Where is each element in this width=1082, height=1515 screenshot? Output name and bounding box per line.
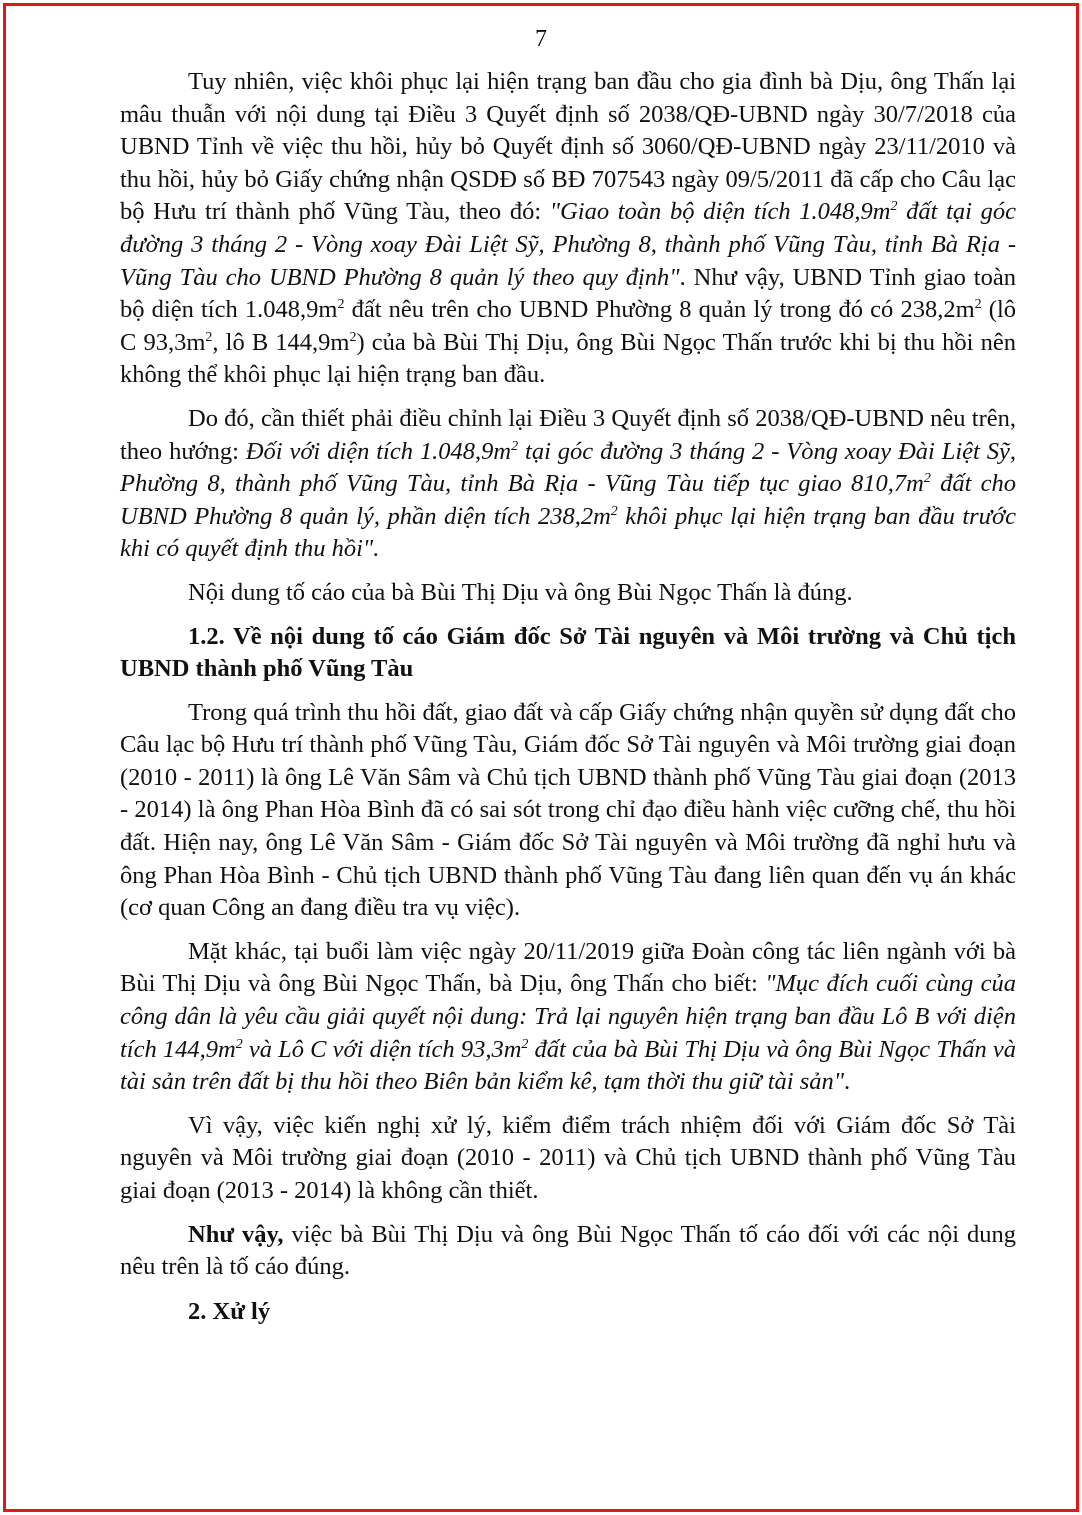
paragraph-final-conclusion: Như vậy, việc bà Bùi Thị Dịu và ông Bùi Ngọc Thấn tố cáo đối với các nội dung nêu trên là tố cáo đúng. — [120, 1220, 1017, 1281]
section-heading-1-2: 1.2. Về nội dung tố cáo Giám đốc Sở Tài nguyên và Môi trường và Chủ tịch UBND thành phố Vũng Tàu — [120, 622, 1016, 683]
paragraph-restoration-conflict: Tuy nhiên, việc khôi phục lại hiện trạng ban đầu cho gia đình bà Dịu, ông Thấn lại mâu thuẫn với nội dung tại Điều 3 Quyết định số 2038/QĐ-UBND ngày 30/7/2018 của UBND Tỉnh về việc thu hồi, hủy bỏ Quyết định số 3060/QĐ-UBND ngày 23/11/2010 và thu hồi, hủy bỏ Giấy chứng nhận QSDĐ số BĐ 707543 ngày 09/5/2011 đã cấp cho Câu lạc bộ Hưu trí thành phố Vũng Tàu, theo đó: "Giao toàn bộ diện tích $1.048,9m^2$ đất tại góc đường 3 tháng 2 - Vòng xoay Đài Liệt Sỹ, Phường 8, thành phố Vũng Tàu, tỉnh Bà Rịa - Vũng Tàu cho UBND Phường 8 quản lý theo quy định". Như vậy, UBND Tỉnh giao toàn bộ diện tích $1.048,9m^2$ đất nêu trên cho UBND Phường 8 quản lý trong đó có $238,2m^2$ (lô C $93,3m^2$, lô B $144,9m^2$) của bà Bùi Thị Dịu, ông Bùi Ngọc Thấn trước khi bị thu hồi nên không thể khôi phục lại hiện trạng ban đầu. — [120, 68, 1017, 389]
paragraph-meeting-statement: Mặt khác, tại buổi làm việc ngày 20/11/2019 giữa Đoàn công tác liên ngành với bà Bùi Thị Dịu và ông Bùi Ngọc Thấn, bà Dịu, ông Thấn cho biết: "Mục đích cuối cùng của công dân là yêu cầu giải quyết nội dung: Trả lại nguyên hiện trạng ban đầu Lô B với diện tích $144,9m^2$ và Lô C với diện tích $93,3m^2$ đất của bà Bùi Thị Dịu và ông Bùi Ngọc Thấn và tài sản trên đất bị thu hồi theo Biên bản kiểm kê, tạm thời thu giữ tài sản". — [120, 937, 1017, 1096]
page-number: 7 — [535, 26, 547, 52]
paragraph-adjustment-direction: Do đó, cần thiết phải điều chỉnh lại Điều 3 Quyết định số 2038/QĐ-UBND nêu trên, theo hướng: Đối với diện tích $1.048,9m^2$ tại góc đường 3 tháng 2 - Vòng xoay Đài Liệt Sỹ, Phường 8, thành phố Vũng Tàu, tỉnh Bà Rịa - Vũng Tàu tiếp tục giao $810,7m^2$ đất cho UBND Phường 8 quản lý, phần diện tích $238,2m^2$ khôi phục lại hiện trạng ban đầu trước khi có quyết định thu hồi". — [120, 404, 1017, 563]
paragraph-not-necessary: Vì vậy, việc kiến nghị xử lý, kiểm điểm trách nhiệm đối với Giám đốc Sở Tài nguyên và Môi trường giai đoạn (2010 - 2011) và Chủ tịch UBND thành phố Vũng Tàu giai đoạn (2013 - 2014) là không cần thiết. — [120, 1111, 1016, 1204]
paragraph-conclusion-correct: Nội dung tố cáo của bà Bùi Thị Dịu và ông Bùi Ngọc Thấn là đúng. — [188, 578, 853, 606]
document-body — [120, 66, 1016, 1339]
section-heading-2: 2. Xử lý — [188, 1297, 271, 1325]
paragraph-officials-errors: Trong quá trình thu hồi đất, giao đất và cấp Giấy chứng nhận quyền sử dụng đất cho Câu lạc bộ Hưu trí thành phố Vũng Tàu, Giám đốc Sở Tài nguyên và Môi trường giai đoạn (2010 - 2011) là ông Lê Văn Sâm và Chủ tịch UBND thành phố Vũng Tàu giai đoạn (2013 - 2014) là ông Phan Hòa Bình đã có sai sót trong chỉ đạo điều hành việc cưỡng chế, thu hồi đất. Hiện nay, ông Lê Văn Sâm - Giám đốc Sở Tài nguyên và Môi trường đã nghỉ hưu và ông Phan Hòa Bình - Chủ tịch UBND thành phố Vũng Tàu đang liên quan đến vụ án khác (cơ quan Công an đang điều tra vụ việc). — [120, 698, 1016, 922]
